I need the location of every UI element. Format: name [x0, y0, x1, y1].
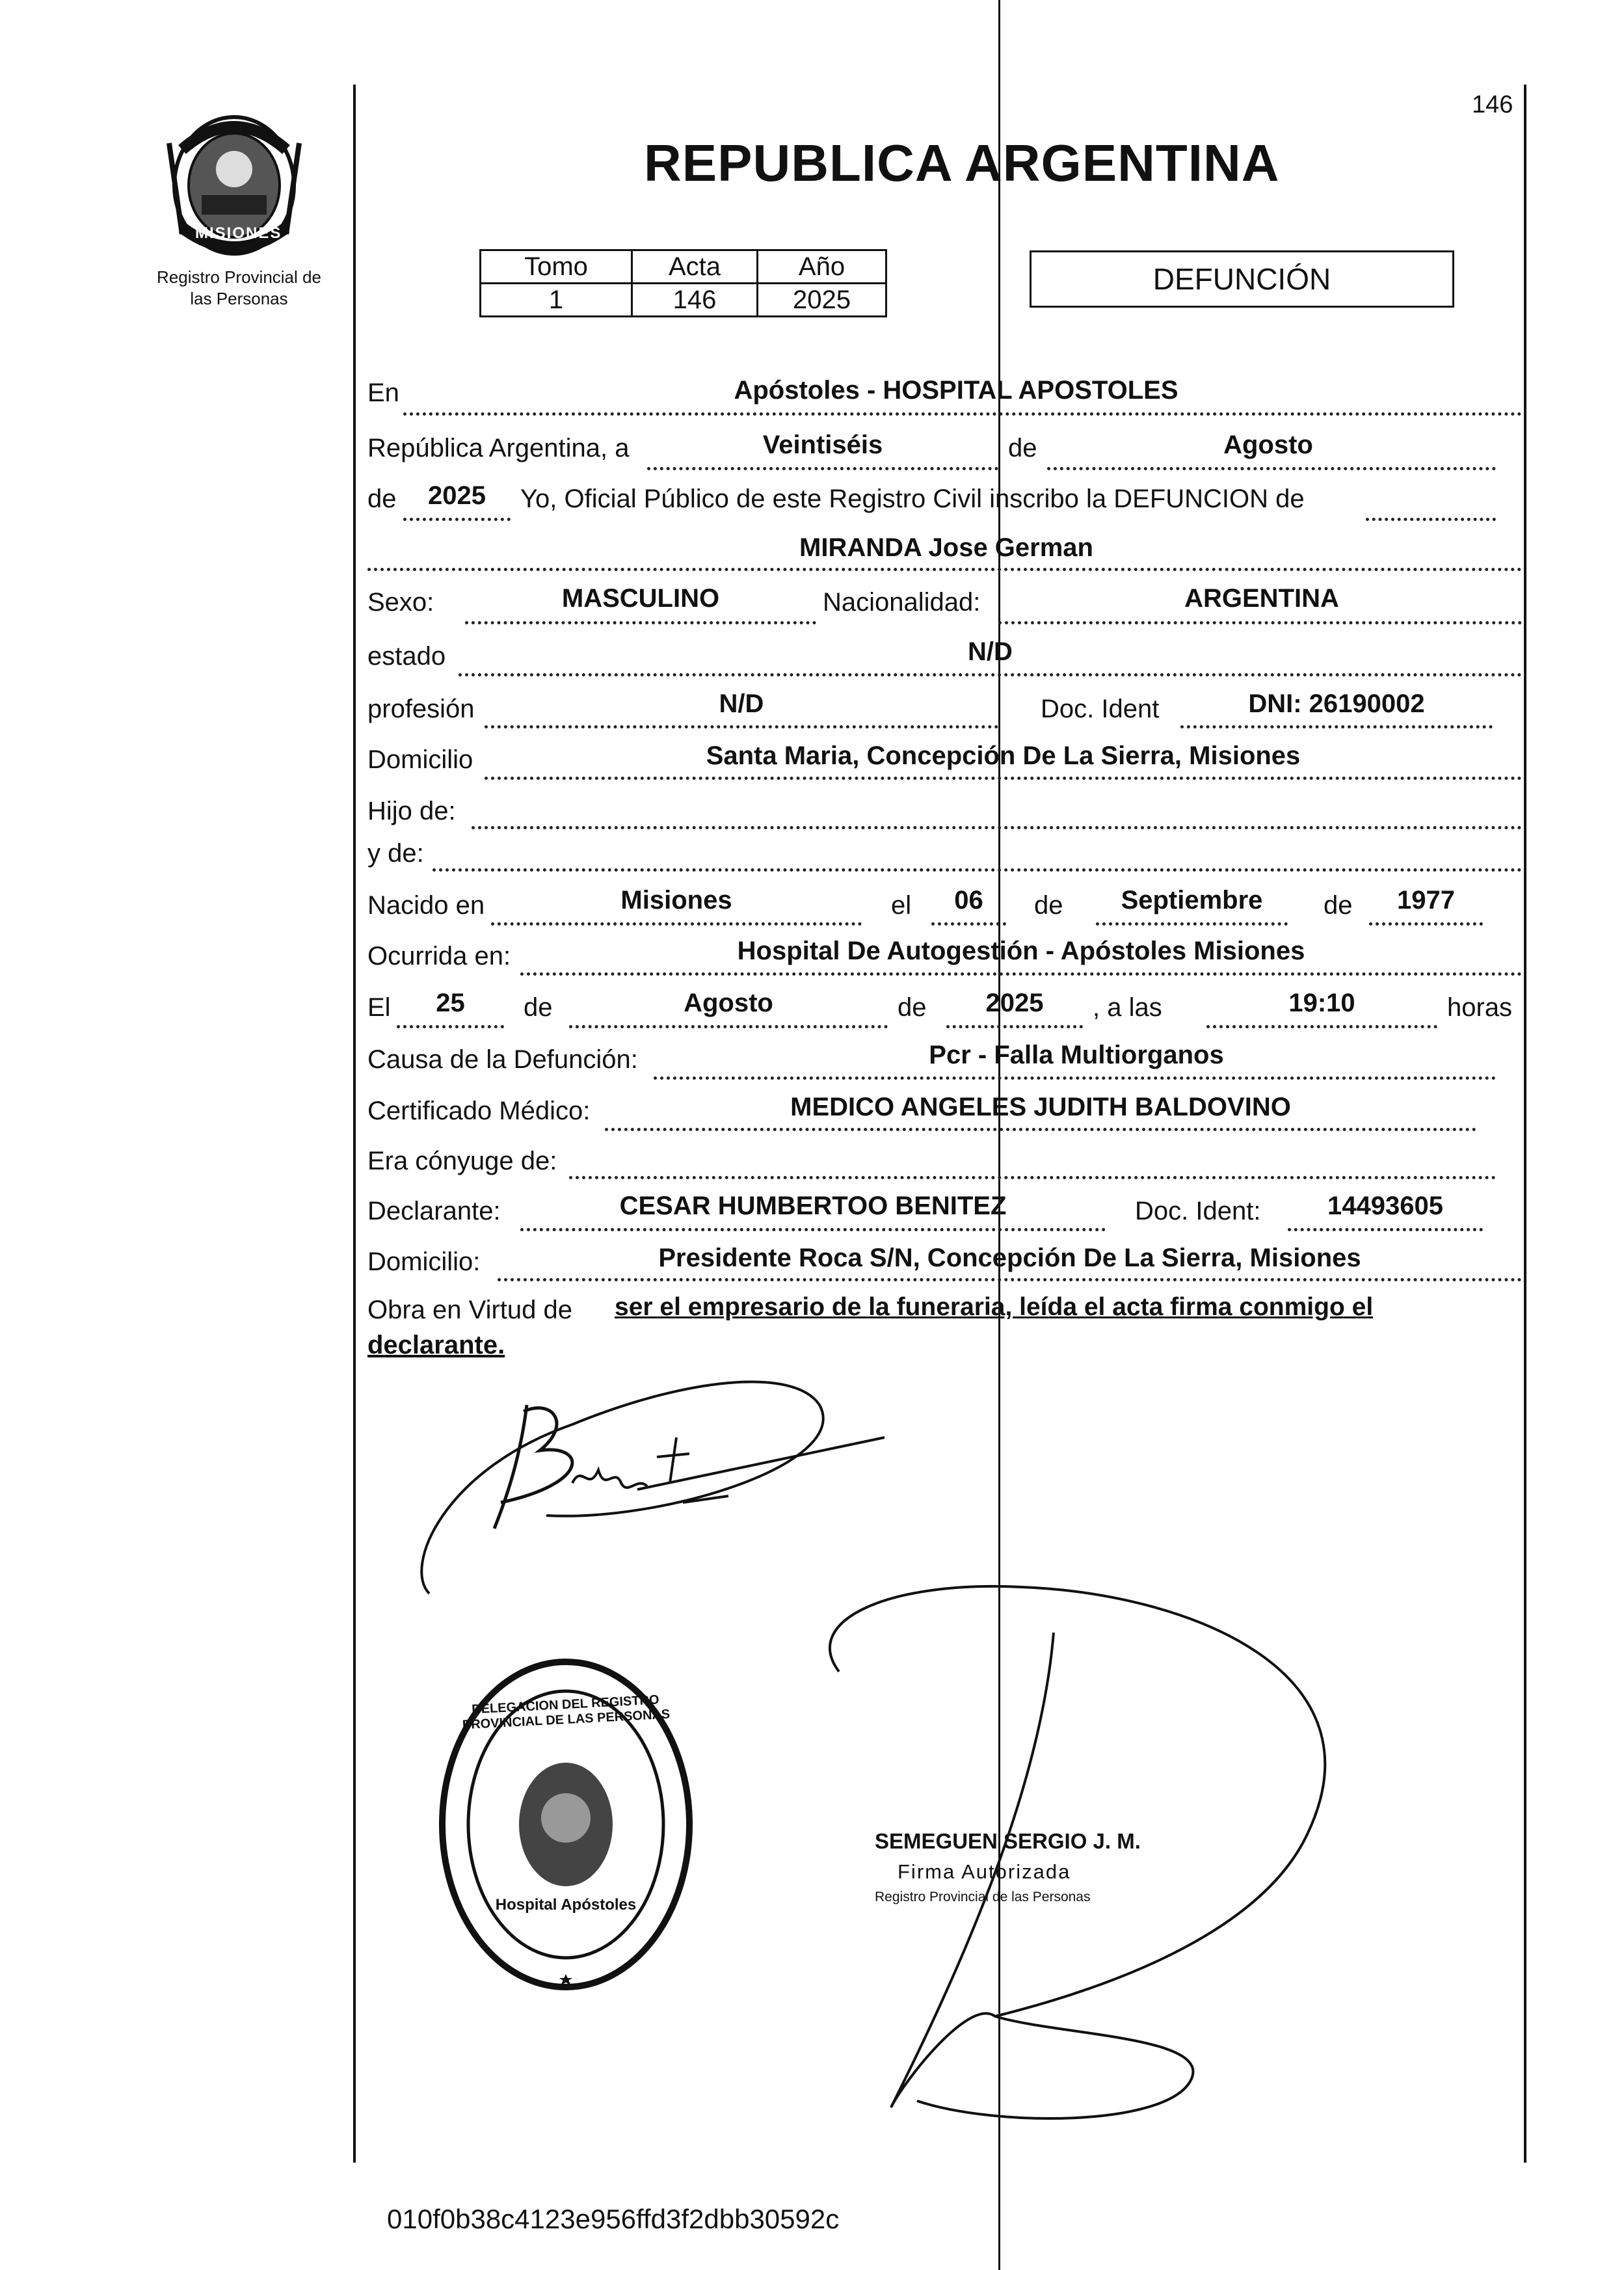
doc2-value: 14493605: [1327, 1192, 1443, 1220]
de-label: de: [367, 485, 397, 513]
certificado-value: MEDICO ANGELES JUDITH BALDOVINO: [790, 1093, 1291, 1121]
de-label: de: [524, 993, 553, 1022]
en-label: En: [367, 379, 399, 407]
sexo-label: Sexo:: [367, 588, 434, 617]
dotted-line: [367, 568, 1522, 571]
dotted-line: [647, 467, 998, 470]
dotted-line: [498, 1278, 1522, 1281]
causa-value: Pcr - Falla Multiorganos: [929, 1041, 1224, 1069]
profesion-value: N/D: [719, 689, 764, 718]
id-table: [479, 249, 887, 317]
dotted-line: [491, 922, 862, 926]
registry-line-2: las Personas: [190, 289, 288, 308]
death-time-value: 19:10: [1288, 989, 1355, 1017]
alas-label: , a las: [1093, 993, 1162, 1022]
dotted-line: [403, 518, 511, 521]
month-value: Agosto: [1223, 431, 1313, 459]
id-table-cell: 1: [481, 284, 632, 317]
dotted-line: [465, 621, 816, 624]
birth-place-value: Misiones: [620, 886, 732, 915]
dotted-line: [654, 1076, 1496, 1080]
el-label: el: [891, 891, 912, 920]
dotted-line: [459, 673, 1522, 676]
domicilio2-value: Presidente Roca S/N, Concepción De La Sierra, Misiones: [658, 1244, 1361, 1272]
dotted-line: [1047, 467, 1496, 470]
dotted-line: [472, 826, 1522, 829]
en-value: Apóstoles - HOSPITAL APOSTOLES: [734, 376, 1178, 405]
birth-day-value: 06: [954, 886, 983, 915]
death-day-value: 25: [436, 989, 465, 1017]
doc2-label: Doc. Ident:: [1135, 1197, 1261, 1225]
id-table-cell: 146: [632, 284, 758, 317]
certificado-label: Certificado Médico:: [367, 1097, 591, 1125]
de-label: de: [898, 993, 927, 1022]
dotted-line: [520, 1228, 1106, 1231]
ocurrida-value: Hospital De Autogestión - Apóstoles Misiones: [737, 937, 1305, 965]
year-value: 2025: [428, 481, 486, 510]
page-title: REPUBLICA ARGENTINA: [644, 134, 1280, 192]
de-label: de: [1008, 434, 1037, 462]
obra-value-line2: declarante.: [367, 1331, 505, 1359]
domicilio-label: Domicilio: [367, 745, 473, 774]
death-month-value: Agosto: [684, 989, 773, 1017]
page-number: 146: [1472, 91, 1513, 118]
official-name: SEMEGUEN SERGIO J. M.: [875, 1829, 1141, 1853]
id-table-header: Año: [758, 250, 886, 284]
hijo-label: Hijo de:: [367, 797, 456, 825]
id-table-header: Tomo: [481, 250, 632, 284]
id-table-value-row: [481, 284, 886, 317]
dotted-line: [946, 1025, 1083, 1028]
logo-bottom-text: MISIONES: [195, 224, 282, 242]
estado-label: estado: [367, 642, 446, 671]
profesion-label: profesión: [367, 695, 475, 723]
inscribe-text: Yo, Oficial Público de este Registro Civil inscribo la DEFUNCION de: [520, 485, 1305, 513]
right-margin-line: [1524, 85, 1526, 2163]
birth-year-value: 1977: [1397, 886, 1455, 915]
id-table-header: Acta: [632, 250, 758, 284]
declarante-value: CESAR HUMBERTOO BENITEZ: [619, 1192, 1007, 1220]
day-words-value: Veintiséis: [762, 431, 883, 459]
obra-label: Obra en Virtud de: [367, 1296, 573, 1324]
official-signature: [800, 1542, 1385, 2166]
rep-label: República Argentina, a: [367, 434, 630, 462]
conyuge-label: Era cónyuge de:: [367, 1147, 557, 1175]
dotted-line: [1180, 725, 1493, 728]
sexo-value: MASCULINO: [561, 584, 720, 613]
death-year-value: 2025: [985, 989, 1044, 1017]
obra-value-line1: ser el empresario de la funeraria, leída el acta firma conmigo el: [615, 1293, 1374, 1321]
dotted-line: [433, 868, 1522, 872]
causa-label: Causa de la Defunción:: [367, 1045, 638, 1074]
el2-label: El: [367, 993, 391, 1022]
ocurrida-label: Ocurrida en:: [367, 942, 511, 970]
nacionalidad-value: ARGENTINA: [1184, 584, 1339, 613]
document-hash: 010f0b38c4123e956ffd3f2dbb30592c: [387, 2204, 840, 2234]
dotted-line: [397, 1025, 504, 1028]
record-type-box: DEFUNCIÓN: [1030, 250, 1454, 308]
dotted-line: [1096, 922, 1288, 926]
doc-value: DNI: 26190002: [1248, 689, 1425, 718]
official-role: Firma Autorizada: [898, 1860, 1071, 1883]
official-office: Registro Provincial de las Personas: [875, 1889, 1091, 1904]
dotted-line: [1369, 922, 1483, 926]
dotted-line: [1366, 518, 1496, 521]
declarante-label: Declarante:: [367, 1197, 501, 1225]
birth-month-value: Septiembre: [1121, 886, 1263, 915]
dotted-line: [931, 922, 1006, 926]
dotted-line: [569, 1025, 888, 1028]
dotted-line: [485, 725, 998, 728]
id-table-header-row: [481, 250, 886, 284]
yde-label: y de:: [367, 839, 424, 868]
dotted-line: [1206, 1025, 1437, 1028]
dotted-line: [485, 777, 1522, 780]
registry-label: [133, 267, 345, 310]
dotted-line: [998, 621, 1522, 624]
de-label: de: [1034, 891, 1063, 920]
registry-line-1: Registro Provincial de: [157, 267, 321, 287]
dotted-line: [520, 972, 1522, 976]
domicilio-value: Santa Maria, Concepción De La Sierra, Misiones: [706, 741, 1301, 770]
id-table-cell: 2025: [758, 284, 886, 317]
nacionalidad-label: Nacionalidad:: [823, 588, 981, 617]
doc-label: Doc. Ident: [1041, 695, 1160, 723]
nacido-label: Nacido en: [367, 891, 485, 920]
dotted-line: [1288, 1228, 1483, 1231]
dotted-line: [569, 1176, 1496, 1179]
stamp-outer-text: DELEGACION DEL REGISTRO PROVINCIAL DE LAS PERSONAS: [462, 1692, 671, 1733]
stamp-inner-text: Hospital Apóstoles: [495, 1896, 637, 1914]
horas-label: horas: [1447, 993, 1513, 1022]
estado-value: N/D: [968, 637, 1013, 666]
domicilio2-label: Domicilio:: [367, 1248, 481, 1276]
de-label: de: [1324, 891, 1353, 920]
left-margin-line: [353, 85, 356, 2163]
dotted-line: [403, 412, 1522, 416]
dotted-line: [605, 1128, 1476, 1131]
deceased-name-value: MIRANDA Jose German: [799, 533, 1093, 562]
